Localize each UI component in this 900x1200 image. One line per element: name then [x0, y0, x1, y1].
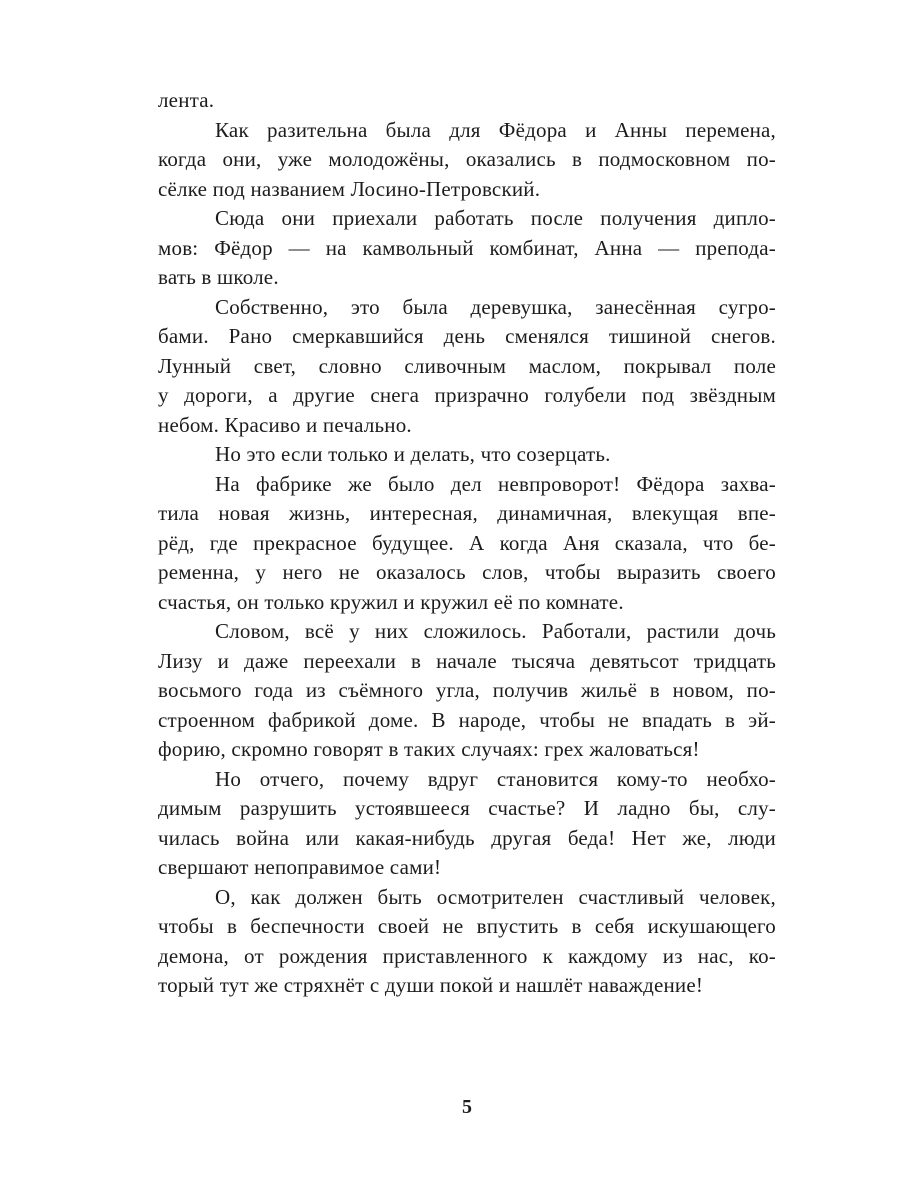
text-line: строенном фабрикой доме. В народе, чтобы не впадать в эй-: [158, 707, 776, 732]
paragraph: [158, 440, 776, 470]
paragraph: [158, 86, 776, 116]
text-block: [158, 86, 776, 1001]
text-line: форию, скромно говорят в таких случаях: грех жаловаться!: [158, 737, 700, 761]
text-line: чилась война или какая-нибудь другая беда! Нет же, люди: [158, 825, 776, 850]
text-line: На фабрике же было дел невпроворот! Фёдора захва-: [215, 471, 776, 496]
text-line: счастья, он только кружил и кружил её по комнате.: [158, 589, 624, 614]
text-line: чтобы в беспечности своей не впустить в себя искушающего: [158, 914, 776, 938]
text-line: Как разительна была для Фёдора и Анны перемена,: [215, 117, 776, 142]
text-line: димым разрушить устоявшееся счастье? И ладно бы, слу-: [158, 796, 776, 820]
text-line: когда они, уже молодожёны, оказались в подмосковном по-: [158, 147, 776, 171]
text-line: небом. Красиво и печально.: [158, 412, 412, 437]
text-line: Сюда они приехали работать после получения дипло-: [215, 206, 776, 230]
text-line: О, как должен быть осмотрителен счастливый человек,: [215, 884, 776, 909]
page-number: 5: [462, 1096, 472, 1118]
text-line: бами. Рано смеркавшийся день сменялся тишиной снегов.: [158, 324, 776, 348]
paragraph: [158, 204, 776, 293]
text-line: свершают непоправимое сами!: [158, 855, 442, 879]
text-line: ременна, у него не оказалось слов, чтобы выразить своего: [158, 560, 776, 584]
paragraph: [158, 470, 776, 618]
text-line: рёд, где прекрасное будущее. А когда Аня сказала, что бе-: [158, 530, 776, 555]
paragraph: [158, 293, 776, 441]
paragraph: [158, 765, 776, 883]
text-line: торый тут же стряхнёт с души покой и нашлёт наваждение!: [158, 973, 704, 997]
text-line: у дороги, а другие снега призрачно голубели под звёздным: [158, 383, 776, 407]
text-line: восьмого года из съёмного угла, получив жильё в новом, по-: [158, 678, 776, 702]
text-line: Лунный свет, словно сливочным маслом, покрывал поле: [158, 353, 776, 378]
paragraph: [158, 883, 776, 1001]
text-line: демона, от рождения приставленного к каждому из нас, ко-: [158, 943, 776, 968]
text-line: вать в школе.: [158, 265, 279, 289]
text-line: Но это если только и делать, что созерцать.: [215, 442, 611, 466]
text-line: Но отчего, почему вдруг становится кому-то необхо-: [215, 766, 776, 791]
text-line: Словом, всё у них сложилось. Работали, растили дочь: [215, 619, 776, 643]
text-line: мов: Фёдор — на камвольный комбинат, Анна — препода-: [158, 235, 776, 260]
paragraph: [158, 116, 776, 205]
text-line: сёлке под названием Лосино-Петровский.: [158, 176, 541, 201]
text-line: Собственно, это была деревушка, занесённая сугро-: [215, 294, 776, 319]
text-line: Лизу и даже переехали в начале тысяча девятьсот тридцать: [158, 648, 776, 673]
text-line: тила новая жизнь, интересная, динамичная, влекущая впе-: [158, 501, 776, 525]
paragraph: [158, 617, 776, 765]
text-line: лента.: [158, 88, 215, 112]
